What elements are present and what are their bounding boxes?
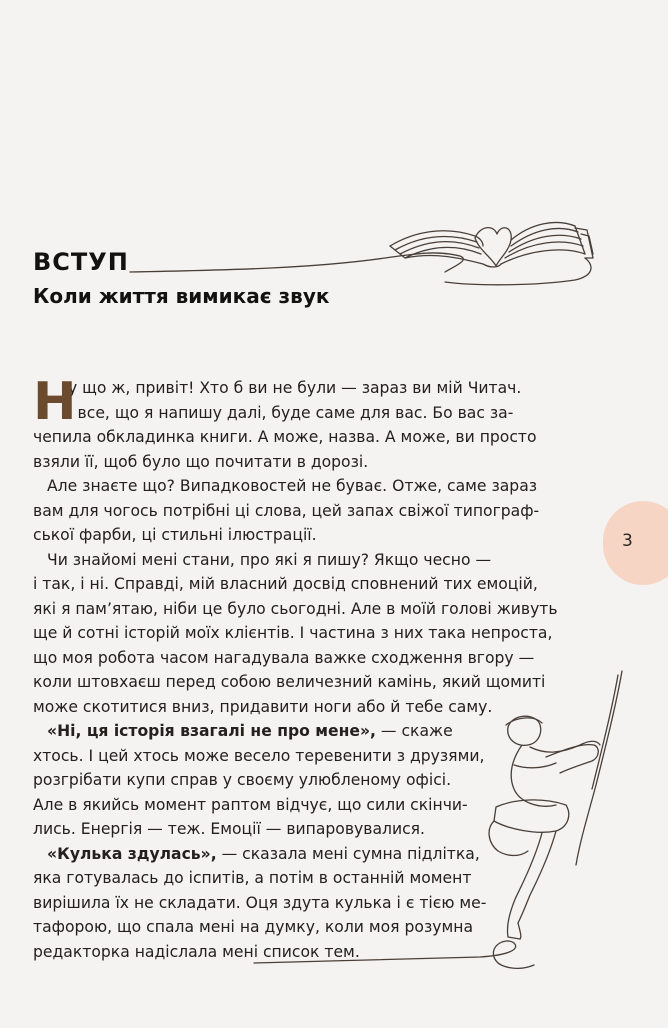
text-line: І все, що я напишу далі, буде саме для вас. Бо вас за-	[68, 403, 514, 422]
page-number-tab	[603, 501, 668, 585]
quote-bold: «Ні, ця історія взагалі не про мене»,	[47, 722, 376, 740]
text-line: хтось. І цей хтось може весело теревенити з друзями,	[33, 746, 485, 765]
text-line: і так, і ні. Справді, мій власний досвід сповнений тих емоцій,	[33, 575, 538, 593]
text-line: ської фарби, ці стильні ілюстрації.	[33, 526, 317, 544]
text-line: тафорою, що спала мені на думку, коли моя розумна	[33, 918, 473, 936]
text-line: Але знаєте що? Випадковостей не буває. Отже, саме зараз	[47, 477, 538, 495]
section-label: ВСТУП	[33, 248, 129, 276]
climber-icon	[250, 665, 630, 985]
quote-rest: — сказала мені сумна підлітка,	[216, 844, 480, 863]
chapter-subtitle: Коли життя вимикає звук	[33, 284, 330, 308]
text-line: вирішила їх не складати. Оця здута кулька і є тією ме-	[33, 893, 487, 912]
drop-cap: Н	[33, 372, 77, 432]
text-line: Чи знайомі мені стани, про які я пишу? Якщо чесно —	[47, 550, 492, 569]
text-line: коли штовхаєш перед собою величезний камінь, який щомиті	[33, 673, 546, 691]
text-line: лись. Енергія — теж. Емоції — випаровувалися.	[33, 820, 426, 838]
text-line: які я пам’ятаю, ніби це було сьогодні. Але в моїй голові живуть	[33, 599, 558, 618]
text-line: ще й сотні історій моїх клієнтів. І частина з них така непроста,	[33, 624, 553, 642]
text-line: взяли її, щоб було що почитати в дорозі.	[33, 452, 369, 471]
page-number: 3	[622, 531, 633, 551]
text-line: Але в якийсь момент раптом відчує, що сили скінчи-	[33, 795, 468, 814]
text-line: розгрібати купи справ у своєму улюбленому офісі.	[33, 771, 452, 789]
chapter-heading	[33, 248, 329, 308]
text-line: що моя робота часом нагадувала важке сходження вгору —	[33, 648, 535, 667]
text-line: яка готувалась до іспитів, а потім в останній момент	[33, 869, 472, 887]
quote-bold: «Кулька здулась»,	[47, 844, 217, 863]
text-line: вам для чогось потрібні ці слова, цей запах свіжої типограф-	[33, 501, 540, 520]
text-line: редакторка надіслала мені список тем.	[33, 942, 360, 961]
quote-rest: — скаже	[375, 722, 453, 740]
text-line: може скотитися вниз, придавити ноги або й тебе саму.	[33, 697, 493, 716]
text-line: у що ж, привіт! Хто б ви не були — зараз ви мій Читач.	[68, 379, 522, 397]
text-line: чепила обкладинка книги. А може, назва. А може, ви просто	[33, 428, 537, 446]
